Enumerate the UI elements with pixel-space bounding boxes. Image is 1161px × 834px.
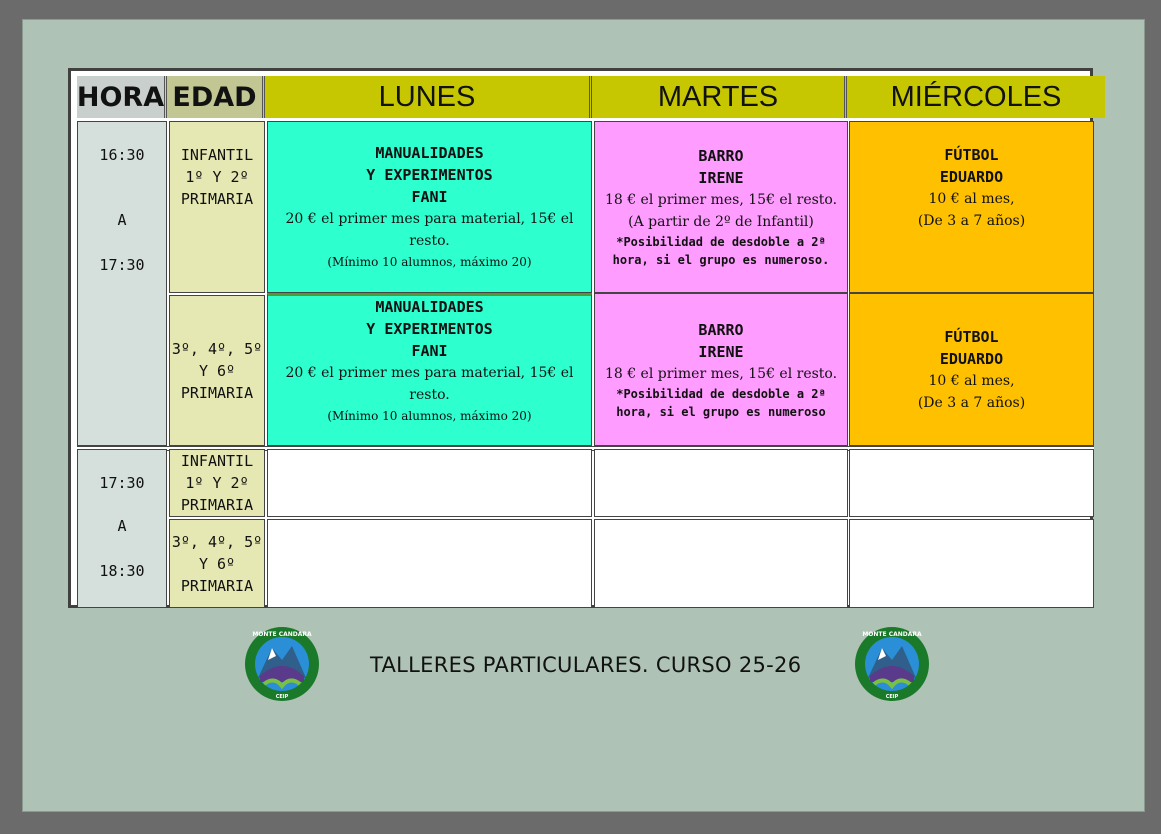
workshop-note: (Mínimo 10 alumnos, máximo 20) [327,409,532,423]
slot-2-to: 18:30 [99,562,145,580]
miercoles-empty-row4 [849,519,1094,608]
workshop-ages: (De 3 a 7 años) [917,394,1026,411]
workshop-extra: (A partir de 2º de Infantil) [628,214,814,230]
martes-workshop-row1 [594,121,848,293]
martes-empty-row3 [594,449,848,517]
workshop-teacher: IRENE [698,169,744,187]
age-label: PRIMARIA [180,496,254,514]
age-label: INFANTIL [180,452,254,470]
workshop-teacher: IRENE [698,342,744,361]
age-label: 1º Y 2º [185,474,249,492]
workshop-note: *Posibilidad de desdoble a 2ª hora, si el grupo es numeroso. [612,235,830,267]
slot-1-sep: A [117,211,127,229]
header-martes: MARTES [592,76,847,118]
age-label: PRIMARIA [180,190,254,208]
workshop-teacher: EDUARDO [939,168,1004,186]
age-label: 1º Y 2º [185,168,249,186]
school-logo-right [854,626,930,702]
header-hora: HORA [77,76,167,118]
age-primaria-row4 [169,519,265,608]
workshop-title: Y EXPERIMENTOS [366,166,493,184]
age-infantil-row3 [169,449,265,517]
workshop-teacher: FANI [411,188,448,206]
svg-text:CEIP: CEIP [885,694,899,700]
svg-text:CEIP: CEIP [275,694,289,700]
age-label: PRIMARIA [180,576,254,595]
lunes-empty-row4 [267,519,592,608]
header-miercoles: MIÉRCOLES [847,76,1105,118]
martes-empty-row4 [594,519,848,608]
workshop-price: 20 € el primer mes para material, 15€ el resto. [285,365,574,403]
miercoles-workshop-row1 [849,121,1094,293]
header-lunes: LUNES [265,76,592,118]
age-label: PRIMARIA [180,383,254,402]
age-label: 3º, 4º, 5º [171,339,263,358]
slot-1-to: 17:30 [99,256,145,274]
workshop-price: 20 € el primer mes para material, 15€ el resto. [285,211,574,249]
martes-workshop-row2 [594,293,848,446]
slot-1-from: 16:30 [99,146,145,164]
svg-text:MONTE CANDARA: MONTE CANDARA [862,631,922,638]
page [22,19,1145,812]
slot-1-time [77,121,167,446]
workshop-teacher: EDUARDO [939,349,1004,368]
workshop-title: FÚTBOL [944,327,999,346]
age-primaria-row2 [169,295,265,446]
miercoles-empty-row3 [849,449,1094,517]
age-label: INFANTIL [180,146,254,164]
workshop-title: BARRO [698,320,744,339]
workshop-price: 18 € el primer mes, 15€ el resto. [604,192,838,208]
age-infantil-row1 [169,121,265,293]
slot-2-from: 17:30 [99,474,145,492]
lunes-workshop-row1 [267,121,592,293]
workshop-title: FÚTBOL [944,146,999,164]
lunes-workshop-row2 [267,293,592,446]
workshop-price: 10 € al mes, [928,372,1015,389]
workshop-note: *Posibilidad de desdoble a 2ª hora, si el grupo es numeroso [616,386,826,419]
lunes-empty-row3 [267,449,592,517]
workshop-title: BARRO [698,147,744,165]
age-label: Y 6º [198,361,236,380]
slot-2-time [77,449,167,608]
workshop-ages: (De 3 a 7 años) [917,213,1026,229]
footer-title: TALLERES PARTICULARES. CURSO 25-26 [370,653,802,677]
age-label: 3º, 4º, 5º [171,532,263,551]
miercoles-workshop-row2 [849,293,1094,446]
age-label: Y 6º [198,554,236,573]
workshop-title: Y EXPERIMENTOS [366,320,493,338]
workshop-title: MANUALIDADES [375,144,484,162]
workshop-title: MANUALIDADES [375,298,484,316]
slot-2-sep: A [117,517,127,535]
workshop-price: 18 € el primer mes, 15€ el resto. [604,365,838,382]
schedule-table [68,68,1093,608]
workshop-teacher: FANI [411,342,448,360]
svg-text:MONTE CANDARA: MONTE CANDARA [252,631,312,638]
workshop-price: 10 € al mes, [928,191,1015,207]
header-edad: EDAD [167,76,265,118]
workshop-note: (Mínimo 10 alumnos, máximo 20) [327,255,532,269]
school-logo-left [244,626,320,702]
